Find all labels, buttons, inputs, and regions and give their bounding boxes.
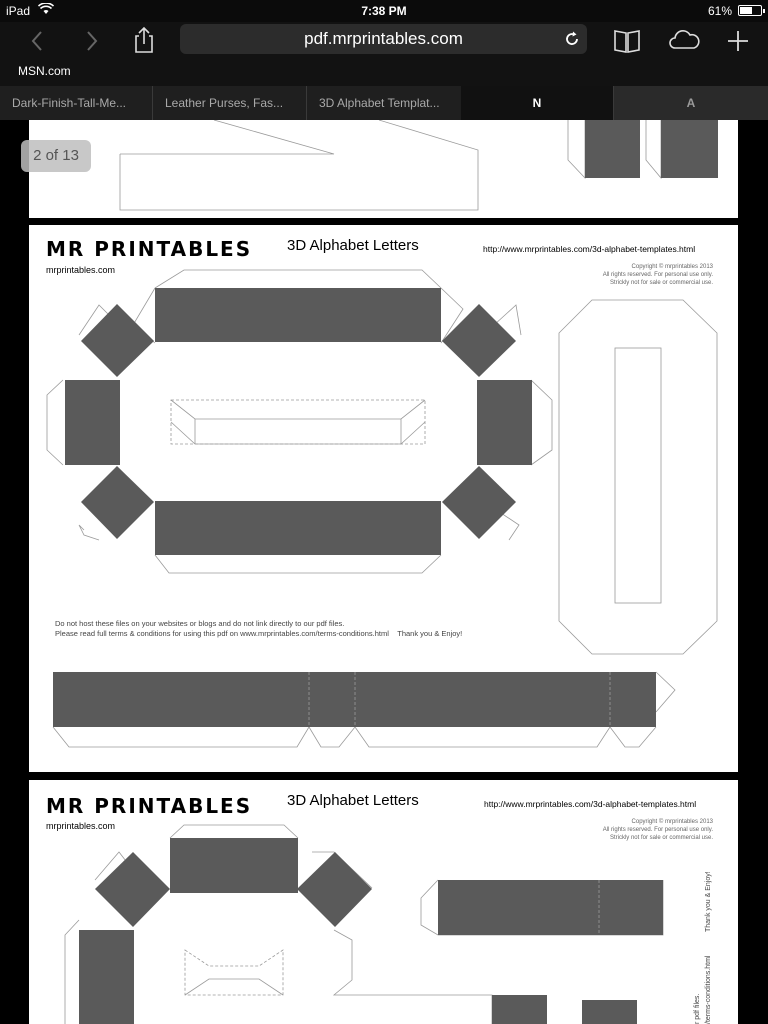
- new-tab-icon[interactable]: [720, 24, 756, 58]
- pdf-page-1: [29, 120, 738, 218]
- page-counter: 2 of 13: [21, 140, 91, 172]
- letter-template-p3: [29, 780, 738, 1024]
- vertical-thanks: Thank you & Enjoy!: [705, 871, 712, 932]
- tab-a[interactable]: A: [614, 86, 768, 120]
- clock: 7:38 PM: [361, 4, 407, 18]
- page-url-p3: http://www.mrprintables.com/3d-alphabet-templates.html: [484, 799, 697, 809]
- tab-leather-purses[interactable]: Leather Purses, Fas...: [153, 86, 307, 120]
- mr-printables-logo: MR PRINTABLES: [46, 237, 253, 261]
- copyright-block-p3: Copyright © mrprintables 2013 All rights reserved. For personal use only. Strickly not for sale or commercial use.: [602, 819, 713, 841]
- tab-dark-finish[interactable]: Dark-Finish-Tall-Me...: [0, 86, 153, 120]
- battery-percent: 61%: [707, 4, 732, 18]
- letter-o-template: [29, 225, 738, 772]
- pdf-page-2: [29, 225, 738, 772]
- logo-subtitle: mrprintables.com: [46, 265, 116, 275]
- tab-3d-alphabet[interactable]: 3D Alphabet Templat...: [319, 96, 440, 110]
- mr-printables-logo-p3: MR PRINTABLES: [46, 794, 253, 818]
- page-url: http://www.mrprintables.com/3d-alphabet-templates.html: [483, 244, 696, 254]
- battery-icon: [738, 5, 762, 16]
- address-bar[interactable]: [180, 24, 587, 54]
- tab-bar: [0, 86, 768, 120]
- terms-note: Do not host these files on your websites or blogs and do not link directly to our pdf files. Please read full terms & conditions for using this pdf on www.mrprintables.com/terms-conditions.html Thank you & Enjoy!: [55, 619, 463, 638]
- back-icon[interactable]: [20, 24, 56, 58]
- address-bar-url: pdf.mrprintables.com: [304, 29, 463, 48]
- page-title-p3: 3D Alphabet Letters: [287, 792, 419, 809]
- reload-icon[interactable]: [563, 30, 581, 48]
- bookmarks-icon[interactable]: [609, 24, 645, 58]
- forward-icon[interactable]: [74, 24, 110, 58]
- safari-toolbar: [0, 22, 768, 86]
- logo-subtitle-p3: mrprintables.com: [46, 821, 116, 831]
- vertical-pdf-files: r pdf files.: [694, 993, 701, 1024]
- vertical-terms: /terms-conditions.html: [705, 955, 712, 1024]
- tab-n[interactable]: N: [461, 86, 614, 120]
- copyright-block: Copyright © mrprintables 2013 All rights reserved. For personal use only. Strickly not for sale or commercial use.: [602, 264, 713, 286]
- page1-template-shapes: [29, 120, 738, 218]
- share-icon[interactable]: [126, 24, 162, 58]
- page-title: 3D Alphabet Letters: [287, 237, 419, 254]
- icloud-tabs-icon[interactable]: [666, 24, 702, 58]
- status-bar: [0, 0, 768, 22]
- pdf-viewer[interactable]: [0, 120, 768, 1024]
- bookmark-msn[interactable]: MSN.com: [18, 64, 71, 78]
- carrier-label: iPad: [6, 4, 31, 18]
- pdf-page-3: [29, 780, 738, 1024]
